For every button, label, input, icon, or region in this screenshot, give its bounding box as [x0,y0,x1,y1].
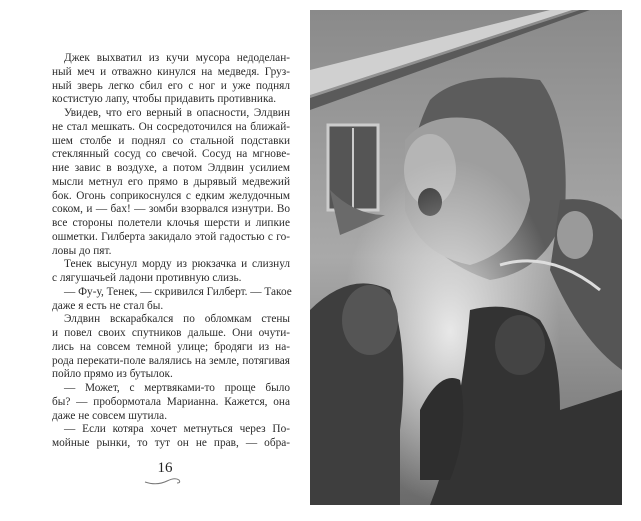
text-line: лись на совсем темной улице; бродяги из на- [52,340,290,353]
text-line: Элдвин вскарабкался по обломкам стены [64,313,290,326]
text-line: соком, и — бах! — зомби взорвался изнутри. Во [52,203,290,216]
text-line: — Фу-у, Тенек, — скривился Гилберт. — Такое [64,285,292,298]
text-line: ошметки. Гилберта закидало этой гадостью с го- [52,230,290,243]
text-line: ние завис в воздухе, а потом Элдвин усилием [52,162,290,174]
text-line: Увидев, что его верный в опасности, Элдвин [64,107,290,119]
text-line: Тенек высунул морду из рюкзачка и слизнул [64,258,290,271]
text-line: не стал мешкать. Он сосредоточился на ближай- [52,120,290,133]
text-line: бы? — пробормотала Марианна. Кажется, она [52,395,290,408]
text-line: ный меч и отважно кинулся на медведя. Груз- [52,65,290,78]
text-line: пойло прямо из бутылок. [52,368,173,381]
page-number: 16 [157,460,173,476]
text-line: даже не совсем шутила. [52,409,168,422]
text-line: ловы до пят. [52,244,112,257]
text-line: даже я есть не стал бы. [52,299,164,312]
text-line: и повел своих спутников дальше. Они очути- [52,327,290,339]
text-line: — Может, с мертвяками-то проще было [64,382,290,394]
text-line: мойные рынки, то тут он не прав, — обра- [52,437,290,449]
text-line: с лягушачьей ладони противную слизь. [52,272,242,284]
page-text-column [52,52,290,451]
text-line: Джек выхватил из кучи мусора недоделан- [64,52,290,64]
text-line: мысли метнул его прямо в дырявый медвежий [52,175,290,188]
bear-illustration [310,10,622,505]
text-line: ный зверь легко сбил его с ног и уже поднял [52,79,290,92]
text-line: все стороны полетели клочья шерсти и липкие [52,217,290,229]
flourish-ornament [143,476,187,486]
text-line: костистую лапу, чтобы придавить противника. [52,93,277,106]
text-line: стеклянный сосуд со свечой. Сосуд на мгнове- [52,148,290,161]
text-line: шем столбе и поднял со стальной подставки [52,134,290,147]
text-line: бок. Огонь соприкоснулся с едким желудочным [52,189,290,202]
text-line: рода перекати-поле валялись на земле, потягивая [52,354,290,367]
text-line: — Если котяра хочет метнуться через По- [64,423,290,436]
